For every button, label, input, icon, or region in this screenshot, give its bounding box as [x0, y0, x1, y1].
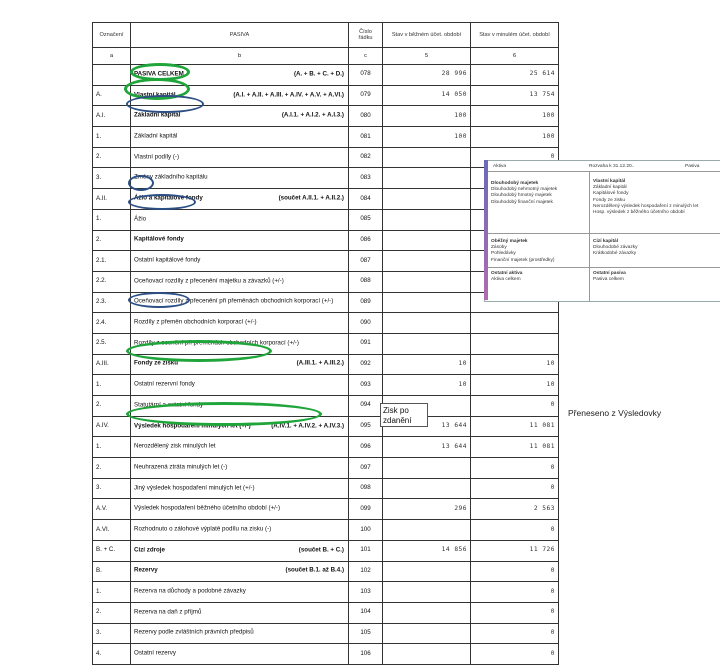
- row-number: 086: [349, 230, 383, 251]
- row-previous-value: [471, 313, 559, 334]
- overview-item: Krátkodobé závazky: [593, 251, 637, 257]
- row-code: A.II.: [93, 189, 131, 210]
- row-description: [131, 313, 349, 334]
- table-row: [93, 478, 559, 499]
- table-row: [93, 644, 559, 665]
- row-previous-value: 2 563: [471, 499, 559, 520]
- row-formula: (A.IV.1. + A.IV.2. + A.IV.3.): [271, 422, 344, 430]
- row-previous-value: 0: [471, 147, 559, 168]
- row-previous-value: 0: [471, 458, 559, 479]
- row-current-value: [383, 644, 471, 665]
- row-number: 084: [349, 189, 383, 210]
- row-current-value: [383, 561, 471, 582]
- row-current-value: [383, 602, 471, 623]
- row-label: Základní kapitál: [134, 132, 178, 140]
- row-label: Základní kapitál: [134, 111, 181, 119]
- row-code: 2.: [93, 458, 131, 479]
- row-previous-value: 11 081: [471, 416, 559, 437]
- overview-item: Kapitálové fondy: [593, 191, 629, 197]
- row-label: Rezerva na daň z příjmů: [134, 608, 202, 616]
- row-previous-value: 10: [471, 375, 559, 396]
- row-description: [131, 147, 349, 168]
- row-number: 090: [349, 313, 383, 334]
- row-code: A.V.: [93, 499, 131, 520]
- subheader-6: 6: [471, 48, 559, 65]
- row-description: [131, 623, 349, 644]
- row-current-value: [383, 189, 471, 210]
- row-previous-value: 13 754: [471, 85, 559, 106]
- row-previous-value: [471, 333, 559, 354]
- table-row: [93, 561, 559, 582]
- row-current-value: [383, 520, 471, 541]
- row-description: [131, 127, 349, 148]
- table-row: [93, 520, 559, 541]
- row-formula: (A. + B. + C. + D.): [293, 70, 344, 78]
- note-profit-after-tax: Zisk po zdanění: [380, 403, 428, 427]
- row-code: A.IV.: [93, 416, 131, 437]
- subheader-5: 5: [383, 48, 471, 65]
- row-number: 089: [349, 292, 383, 313]
- overview-item: Fondy ze zisku: [593, 197, 625, 203]
- highlight-zakladni-kapital: [126, 95, 204, 113]
- table-row: [93, 602, 559, 623]
- row-label: Rozdíly z přeměn obchodních korporací (+/-): [134, 318, 257, 326]
- header-previous-period: Stav v minulém účet. období: [471, 23, 559, 48]
- row-label: Ostatní rezervní fondy: [134, 380, 195, 388]
- overview-item: Vlastní kapitál: [593, 179, 626, 184]
- row-number: 099: [349, 499, 383, 520]
- header-code: Označení: [93, 23, 131, 48]
- row-label: Rezerva na důchody a podobné závazky: [134, 587, 246, 595]
- row-number: 100: [349, 520, 383, 541]
- row-label: Rozhodnuto o zálohové výplatě podílu na zisku (-): [134, 525, 272, 533]
- row-description: [131, 251, 349, 272]
- row-current-value: [383, 333, 471, 354]
- row-previous-value: 100: [471, 127, 559, 148]
- row-number: 104: [349, 602, 383, 623]
- row-code: [93, 65, 131, 86]
- row-code: 1.: [93, 582, 131, 603]
- overview-item: Dlouhodobý finanční majetek: [491, 199, 553, 205]
- row-description: [131, 582, 349, 603]
- row-previous-value: 0: [471, 644, 559, 665]
- row-label: Ážio a kapitálové fondy: [134, 194, 203, 202]
- balance-structure-overview: [484, 160, 720, 302]
- row-number: 085: [349, 209, 383, 230]
- row-number: 082: [349, 147, 383, 168]
- row-label: Statutární a ostatní fondy: [134, 401, 204, 409]
- row-number: 102: [349, 561, 383, 582]
- row-current-value: 13 644: [383, 437, 471, 458]
- row-label: Neuhrazená ztráta minulých let (-): [134, 463, 228, 471]
- row-code: 2.1.: [93, 251, 131, 272]
- row-previous-value: 0: [471, 623, 559, 644]
- row-number: 098: [349, 478, 383, 499]
- row-description: [131, 561, 349, 582]
- row-label: Změny základního kapitálu: [134, 173, 208, 181]
- overview-item: Finanční majetek (prostředky): [491, 257, 555, 263]
- row-number: 092: [349, 354, 383, 375]
- overview-assets-block-3: [491, 271, 522, 283]
- row-code: 2.2.: [93, 271, 131, 292]
- row-description: [131, 602, 349, 623]
- row-label: Oceňovací rozdíly z přecenění majetku a závazků (+/-): [134, 277, 284, 285]
- row-code: 3.: [93, 623, 131, 644]
- row-number: 081: [349, 127, 383, 148]
- row-current-value: 13 644: [383, 416, 471, 437]
- overview-liabilities-block-1: [593, 179, 698, 216]
- row-current-value: [383, 230, 471, 251]
- row-current-value: [383, 582, 471, 603]
- row-description: [131, 230, 349, 251]
- row-description: [131, 271, 349, 292]
- row-code: 2.5.: [93, 333, 131, 354]
- header-row-number: Číslo řádku: [349, 23, 383, 48]
- overview-head-liabilities: Pasiva: [685, 164, 700, 169]
- row-code: 2.: [93, 230, 131, 251]
- overview-assets-block-1: [491, 181, 557, 206]
- row-current-value: [383, 292, 471, 313]
- row-formula: (A.I. + A.II. + A.III. + A.IV. + A.V. + A.VI.): [233, 91, 344, 99]
- row-code: 2.: [93, 147, 131, 168]
- table-row: [93, 499, 559, 520]
- highlight-vh-minulych-let: [126, 340, 272, 362]
- overview-liabilities-block-3: [593, 271, 626, 283]
- row-previous-value: 11 081: [471, 437, 559, 458]
- row-number: 093: [349, 375, 383, 396]
- row-code: 3.: [93, 168, 131, 189]
- row-code: 2.: [93, 602, 131, 623]
- subheader-a: a: [93, 48, 131, 65]
- row-label: Kapitálové fondy: [134, 235, 184, 243]
- overview-item: Ostatní pasiva: [593, 271, 626, 276]
- subheader-c: c: [349, 48, 383, 65]
- table-row: [93, 623, 559, 644]
- table-row: [93, 458, 559, 479]
- row-code: 4.: [93, 644, 131, 665]
- overview-item: Pasiva celkem: [593, 277, 624, 283]
- overview-item: Dlouhodobé závazky: [593, 245, 638, 251]
- row-description: [131, 209, 349, 230]
- highlight-fondy-ze-zisku: [128, 292, 190, 308]
- row-description: [131, 437, 349, 458]
- row-formula: (A.III.1. + A.III.2.): [296, 360, 344, 368]
- row-number: 088: [349, 271, 383, 292]
- table-subheader: [93, 48, 559, 65]
- table-row: [93, 540, 559, 561]
- row-description: [131, 168, 349, 189]
- overview-item: Zásoby: [491, 245, 507, 251]
- row-label: Ostatní rezervy: [134, 649, 176, 657]
- row-current-value: [383, 209, 471, 230]
- row-current-value: 28 996: [383, 65, 471, 86]
- table-header: [93, 23, 559, 48]
- row-number: 095: [349, 416, 383, 437]
- row-current-value: [383, 271, 471, 292]
- row-label: Vlastní kapitál: [134, 91, 176, 99]
- row-label: Rezervy: [134, 566, 158, 574]
- row-code: 1.: [93, 375, 131, 396]
- row-previous-value: 0: [471, 561, 559, 582]
- row-previous-value: 25 614: [471, 65, 559, 86]
- overview-item: Ostatní aktiva: [491, 271, 523, 276]
- row-code: B. + C.: [93, 540, 131, 561]
- row-number: 087: [349, 251, 383, 272]
- row-code: 1.: [93, 437, 131, 458]
- row-number: 083: [349, 168, 383, 189]
- row-label: Cizí zdroje: [134, 546, 165, 554]
- row-description: [131, 520, 349, 541]
- row-number: 097: [349, 458, 383, 479]
- row-label: Nerozdělený zisk minulých let: [134, 442, 216, 450]
- highlight-azio: [128, 175, 154, 191]
- row-code: 2.3.: [93, 292, 131, 313]
- table-row: [93, 375, 559, 396]
- row-previous-value: 11 726: [471, 540, 559, 561]
- overview-item: Základní kapitál: [593, 185, 627, 191]
- row-number: 103: [349, 582, 383, 603]
- row-current-value: [383, 478, 471, 499]
- row-label: Fondy ze zisku: [134, 360, 179, 368]
- row-current-value: 14 856: [383, 540, 471, 561]
- row-label: Oceňovací rozdíly z přecenění při přeměnách obchodních korporací (+/-): [134, 298, 334, 305]
- overview-item: Cizí kapitál: [593, 239, 619, 244]
- row-previous-value: 10: [471, 354, 559, 375]
- row-description: [131, 644, 349, 665]
- highlight-vh-bezneho-obdobi: [126, 402, 322, 426]
- row-previous-value: 0: [471, 582, 559, 603]
- overview-item: Dlouhodobý majetek: [491, 181, 539, 186]
- overview-item: Dlouhodobý hmotný majetek: [491, 193, 552, 199]
- row-formula: (součet B. + C.): [298, 546, 344, 554]
- row-label: Výsledek hospodaření běžného účetního období (+/-): [134, 504, 281, 512]
- highlight-kapitalove-fondy: [128, 194, 196, 210]
- overview-item: Hosp. výsledek z běžného účetního období: [593, 210, 685, 216]
- overview-item: Aktiva celkem: [491, 277, 521, 283]
- row-current-value: 10: [383, 375, 471, 396]
- row-current-value: 10: [383, 354, 471, 375]
- row-current-value: 14 050: [383, 85, 471, 106]
- overview-ribbon: [484, 160, 488, 300]
- row-number: 105: [349, 623, 383, 644]
- row-previous-value: 0: [471, 396, 559, 417]
- row-code: A.I.: [93, 106, 131, 127]
- row-current-value: [383, 147, 471, 168]
- row-number: 096: [349, 437, 383, 458]
- table-row: [93, 437, 559, 458]
- table-row: [93, 582, 559, 603]
- row-code: 3.: [93, 478, 131, 499]
- row-code: B.: [93, 561, 131, 582]
- header-current-period: Stav v běžném účet. období: [383, 23, 471, 48]
- row-number: 091: [349, 333, 383, 354]
- row-label: Rezervy podle zvláštních právních předpisů: [134, 629, 254, 636]
- row-code: A.III.: [93, 354, 131, 375]
- row-current-value: [383, 623, 471, 644]
- row-code: 1.: [93, 127, 131, 148]
- row-number: 106: [349, 644, 383, 665]
- table-row: [93, 313, 559, 334]
- row-description: [131, 478, 349, 499]
- row-current-value: [383, 458, 471, 479]
- overview-assets-block-2: [491, 239, 554, 264]
- header-title: PASIVA: [131, 23, 349, 48]
- row-label: Ážio: [134, 215, 147, 223]
- row-description: [131, 499, 349, 520]
- row-formula: (A.I.1. + A.I.2. + A.I.3.): [281, 111, 344, 119]
- overview-item: Pohledávky: [491, 251, 516, 257]
- overview-head-assets: Aktiva: [493, 164, 507, 169]
- row-number: 101: [349, 540, 383, 561]
- row-label: Ostatní kapitálové fondy: [134, 256, 201, 264]
- row-code: 1.: [93, 209, 131, 230]
- row-current-value: [383, 168, 471, 189]
- row-formula: (součet B.1. až B.4.): [285, 566, 344, 574]
- row-code: 2.: [93, 396, 131, 417]
- row-number: 079: [349, 85, 383, 106]
- row-number: 080: [349, 106, 383, 127]
- row-label: Vlastní podíly (-): [134, 153, 180, 161]
- row-description: [131, 375, 349, 396]
- row-current-value: 100: [383, 106, 471, 127]
- row-label: Rozdíly z ocenění při přeměnách obchodních korporací (+/-): [134, 339, 299, 347]
- row-number: 078: [349, 65, 383, 86]
- overview-item: Oběžný majetek: [491, 239, 528, 244]
- row-current-value: [383, 251, 471, 272]
- row-previous-value: 0: [471, 602, 559, 623]
- row-code: 2.4.: [93, 313, 131, 334]
- row-code: A.VI.: [93, 520, 131, 541]
- overview-liabilities-block-2: [593, 239, 638, 258]
- row-current-value: [383, 313, 471, 334]
- row-formula: (součet A.II.1. + A.II.2.): [278, 194, 344, 202]
- overview-item: Nerozdělený výsledek hospodaření z minulých let: [593, 203, 699, 209]
- row-previous-value: 0: [471, 478, 559, 499]
- row-description: [131, 540, 349, 561]
- table-row: [93, 127, 559, 148]
- row-previous-value: 0: [471, 520, 559, 541]
- row-label: Jiný výsledek hospodaření minulých let (+/-): [134, 484, 255, 492]
- row-description: [131, 458, 349, 479]
- note-transferred-from-income-statement: Přeneseno z Výsledovky: [568, 408, 662, 418]
- row-label: Výsledek hospodaření minulých let (+/-): [134, 422, 251, 430]
- row-current-value: 100: [383, 127, 471, 148]
- row-label: PASIVA CELKEM: [134, 70, 184, 78]
- row-current-value: 296: [383, 499, 471, 520]
- overview-head-title: Rozvaha k 31.12.20..: [589, 164, 635, 169]
- row-previous-value: 100: [471, 106, 559, 127]
- overview-item: Dlouhodobý nehmotný majetek: [491, 187, 558, 193]
- subheader-b: b: [131, 48, 349, 65]
- row-number: 094: [349, 396, 383, 417]
- row-code: A.: [93, 85, 131, 106]
